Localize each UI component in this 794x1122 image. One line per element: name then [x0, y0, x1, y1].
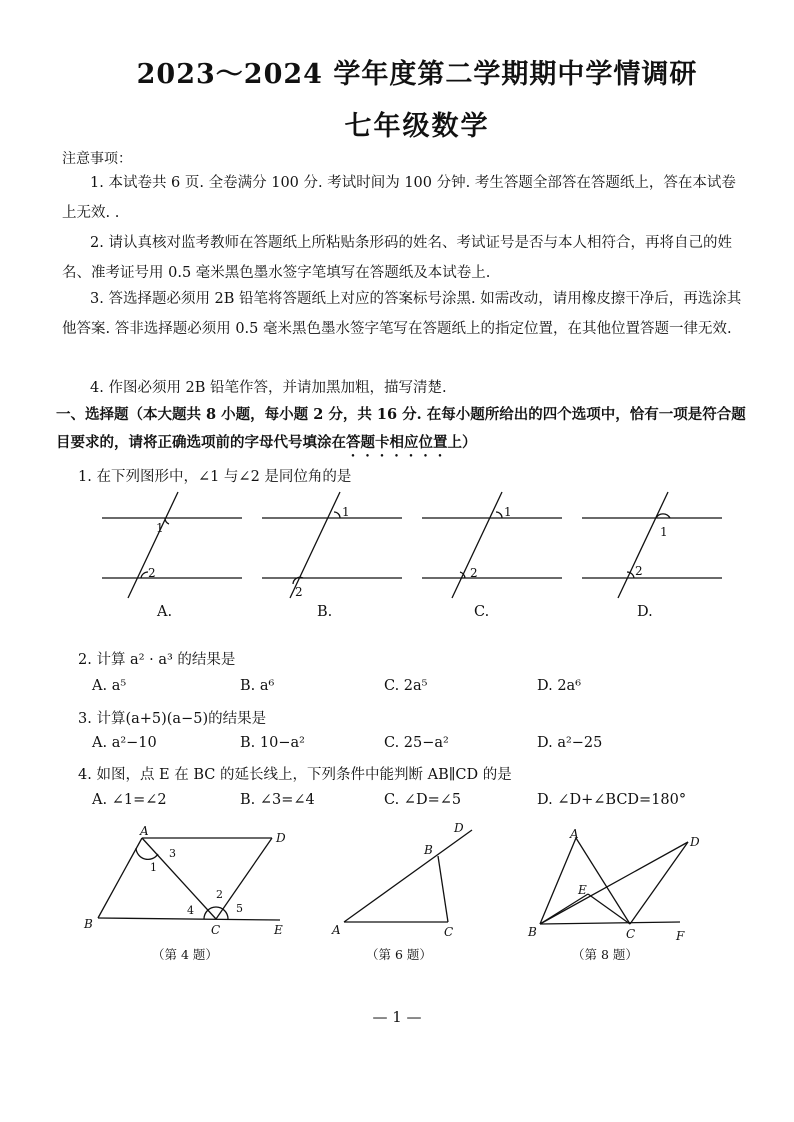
figure-question-6: [328, 818, 488, 942]
caption-figure-8: （第 8 题）: [572, 947, 638, 962]
fig-b-label-1: 1: [342, 505, 350, 519]
fig4-label-e: E: [274, 923, 283, 937]
section-heading: 一、选择题（本大题共 8 小题，每小题 2 分，共 16 分. 在每小题所给出的四个选项中，恰有一项是符合题目要求的，请将正确选项前的字母代号填涂在答题卡相应位置上）: [56, 406, 746, 451]
fig4-label-c: C: [211, 923, 221, 937]
question-2-option-c[interactable]: C. 2a⁵: [384, 678, 428, 694]
fig4-angle-4: 4: [187, 904, 194, 917]
question-3-option-c[interactable]: C. 25−a²: [384, 735, 449, 751]
question-1-option-d[interactable]: D.: [637, 604, 653, 620]
fig4-label-d: D: [276, 831, 286, 845]
question-1-figures: [90, 490, 740, 605]
question-1-option-c[interactable]: C.: [474, 604, 490, 620]
fig6-label-d: D: [454, 821, 464, 835]
notice-item-3: 3. 答选择题必须用 2B 铅笔将答题纸上对应的答案标号涂黑. 如需改动，请用橡皮擦干净后，再选涂其他答案. 答非选择题必须用 0.5 毫米黑色墨水签字笔写在答题纸上的指定位置，在其他位置答题一律无效.: [62, 291, 742, 337]
question-1-stem: 1. 在下列图形中，∠1 与∠2 是同位角的是: [78, 469, 352, 485]
question-4-option-b[interactable]: B. ∠3=∠4: [240, 792, 315, 808]
question-2-option-b[interactable]: B. a⁶: [240, 678, 275, 694]
fig-a-transversal: [128, 492, 178, 598]
notice-item-4: 4. 作图必须用 2B 铅笔作答，并请加黑加粗，描写清楚.: [90, 380, 447, 396]
fig-b-label-2: 2: [295, 585, 303, 599]
question-3-option-a[interactable]: A. a²−10: [92, 735, 157, 751]
caption-figure-6: （第 6 题）: [366, 947, 432, 962]
question-1-option-b[interactable]: B.: [317, 604, 333, 620]
caption-figure-4: （第 4 题）: [152, 947, 218, 962]
figure-question-4: [80, 822, 300, 942]
fig4-angle-3: 3: [169, 847, 176, 860]
fig4-angle-2: 2: [216, 888, 223, 901]
fig4-angle-1: 1: [150, 861, 157, 874]
fig8-label-d: D: [690, 835, 700, 849]
question-3-stem: 3. 计算(a+5)(a−5)的结果是: [78, 711, 267, 727]
fig-c-label-1: 1: [504, 505, 512, 519]
notice-title: 注意事项：: [62, 151, 132, 167]
fig-d-label-1: 1: [660, 525, 668, 539]
question-2-option-d[interactable]: D. 2a⁶: [537, 678, 582, 694]
question-2-option-a[interactable]: A. a⁵: [92, 678, 127, 694]
question-1-option-a[interactable]: A.: [157, 604, 173, 620]
fig-a-label-1: 1: [156, 521, 164, 535]
fig-d-label-2: 2: [635, 564, 643, 578]
fig8-label-e: E: [578, 883, 587, 897]
question-4-option-d[interactable]: D. ∠D+∠BCD=180°: [537, 792, 687, 808]
question-4-option-c[interactable]: C. ∠D=∠5: [384, 792, 462, 808]
question-4-stem: 4. 如图，点 E 在 BC 的延长线上，下列条件中能判断 AB∥CD 的是: [78, 767, 512, 783]
fig-c-label-2: 2: [470, 566, 478, 580]
fig4-label-b: B: [84, 917, 93, 931]
fig4-label-a: A: [140, 824, 149, 838]
notice-item-1: 1. 本试卷共 6 页. 全卷满分 100 分. 考试时间为 100 分钟. 考生答题全部答在答题纸上，答在本试卷上无效. .: [62, 175, 736, 221]
exam-subtitle: 七年级数学: [344, 111, 490, 142]
question-3-option-d[interactable]: D. a²−25: [537, 735, 603, 751]
fig8-label-f: F: [676, 929, 685, 943]
section-emphasis: 答题卡相应位置: [346, 434, 448, 451]
question-4-option-a[interactable]: A. ∠1=∠2: [92, 792, 167, 808]
fig6-label-b: B: [424, 843, 433, 857]
fig6-label-c: C: [444, 925, 454, 939]
fig-a-label-2: 2: [148, 566, 156, 580]
page-number: — 1 —: [372, 1008, 422, 1026]
question-3-option-b[interactable]: B. 10−a²: [240, 735, 305, 751]
question-2-stem: 2. 计算 a² · a³ 的结果是: [78, 652, 236, 668]
figure-question-8: [520, 820, 720, 944]
fig8-label-c: C: [626, 927, 636, 941]
notice-item-2: 2. 请认真核对监考教师在答题纸上所粘贴条形码的姓名、考试证号是否与本人相符合，再将自己的姓名、准考证号用 0.5 毫米黑色墨水签字笔填写在答题纸及本试卷上.: [62, 235, 732, 281]
fig8-label-b: B: [528, 925, 537, 939]
fig8-label-a: A: [570, 827, 579, 841]
fig4-angle-5: 5: [236, 902, 243, 915]
fig6-label-a: A: [332, 923, 341, 937]
exam-title: 2023～2024 学年度第二学期期中学情调研: [136, 59, 698, 90]
